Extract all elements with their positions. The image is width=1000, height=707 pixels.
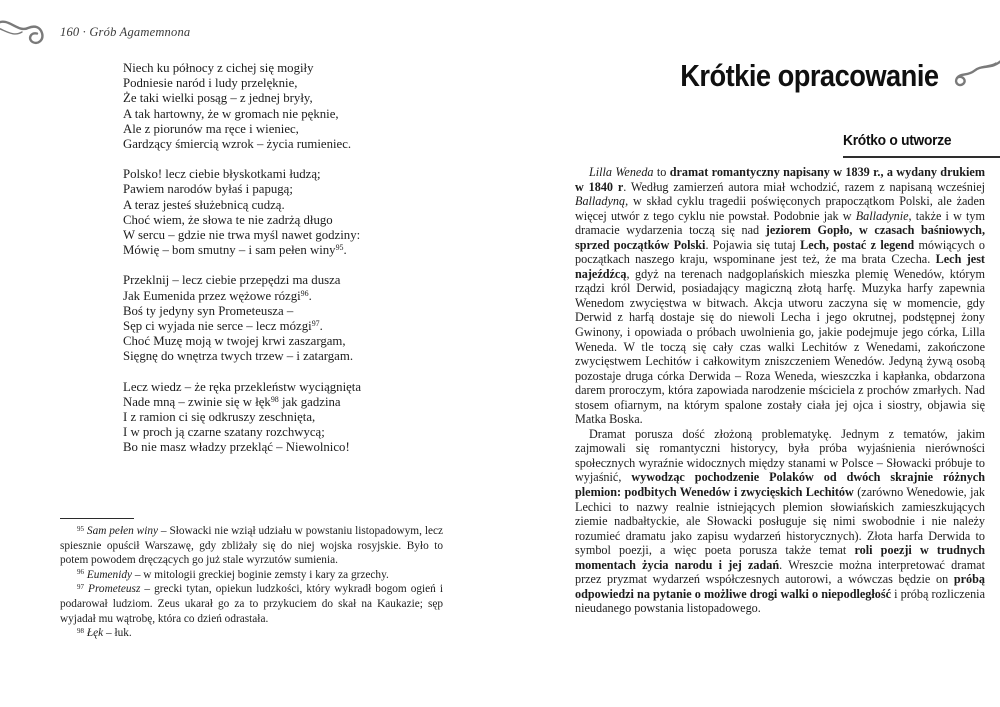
poem-line — [123, 289, 453, 304]
poem-line: Ale z piorunów ma ręce i wieniec, — [123, 121, 299, 136]
text-run: – grecki tytan, opiekun ludzkości, który wykradł bogom ogień i podarował ludziom. Zeus ukarał go za to przykuciem do skał na Kaukazie; sęp wyjadał mu wątrobę, która co dzień odrastała. — [60, 583, 443, 625]
poem-line: Lecz wiedz – że ręka przekleństw wyciągnięta — [123, 379, 362, 394]
poem-line: Bo nie masz władzy przekląć – Niewolnico! — [123, 440, 350, 455]
poem-stanza — [123, 167, 453, 258]
text-run: Balladyną — [575, 194, 626, 209]
poem-line: Polsko! lecz ciebie błyskotkami łudzą; — [123, 167, 321, 182]
text-run: 96 — [300, 288, 309, 298]
text-run: Prometeusz — [88, 583, 141, 596]
text-run: jak gadzina — [278, 394, 341, 409]
text-run: – w mitologii greckiej boginie zemsty i kary za grzechy. — [132, 568, 389, 581]
text-run: 98 — [270, 394, 279, 404]
poem-line: I w proch ją czarne szatany rozchwycą; — [123, 425, 325, 440]
text-run: , gdyż na terenach nadgoplańskich mieszka plemię Wenedów, którym rządzi król Derwid, posiadający magiczną złotą harfę. Muzyka harfy zapewnia Wenedom zwycięstwa w bitwach. Akcja utworu zaczyna się w momencie, gdy Derwid z harfą dostaje się do niewoli Lecha i jego okrutnej, podstępnej żony Gwinony, i opowiada o próbach uwolnienia go, jakie podejmuje jego córka, Lilla Weneda. W tle toczą się cały czas walki Lechitów z Wenedami, zakończone zwycięstwem Lechitów i całkowitym zniszczeniem Wenedów. Jedyną żywą osobą pozostaje druga córka Derwida – Roza Weneda, wieszczka i kapłanka, obdarzona darem proroczym, która zapowiada narodzenie mściciela z prochów zmarłych. Nad stosem ofiarnym, na którym spalone zostały ciała jej ojca i siostry, objawia się Matka Boska. — [575, 266, 985, 427]
poem-stanza — [123, 61, 453, 152]
text-run: jeziorem Gopło, w czasach baśniowych, sprzed początków Polski — [575, 223, 985, 252]
footnotes — [60, 524, 443, 641]
chapter-title: Krótkie opracowanie — [680, 57, 939, 93]
text-run: wywodząc pochodzenie Polaków od dwóch skrajnie różnych plemion: podbitych Wenedów i zwycięskich Lechitów — [575, 470, 985, 500]
poem-line: Że taki wielki posąg – z jednej bryły, — [123, 91, 313, 106]
footnote-item — [60, 524, 443, 568]
text-run: dramat romantyczny napisany w 1839 r., a wydany drukiem w 1840 r — [575, 165, 985, 194]
poem-line: Przeklnij – lecz ciebie przepędzi ma dusza — [123, 273, 341, 288]
poem-line: Gardzący śmiercią wzrok – życia rumieniec. — [123, 137, 352, 152]
text-run: Balladynie — [855, 208, 909, 223]
poem-line: Choć wiem, że słowa te nie zadrżą długo — [123, 212, 333, 227]
text-run: Lech jest najeźdźcą — [575, 252, 985, 281]
poem-line: Podniesie naród i ludy przelęknie, — [123, 76, 298, 91]
text-run: roli poezji w trudnych momentach życia narodu i jej zadań — [575, 543, 985, 572]
poem-line: Choć Muzę moją w twojej krwi zaszargam, — [123, 334, 346, 349]
text-run: . Według zamierzeń autora miał wchodzić, razem z napisaną wcześniej — [623, 179, 985, 194]
text-run: to — [653, 165, 670, 179]
flourish-right-icon — [946, 56, 1000, 95]
text-run: Łęk — [86, 627, 104, 640]
poem-line: Pawiem narodów byłaś i papugą; — [123, 182, 293, 197]
analysis-paragraph — [575, 165, 985, 427]
text-run: mówiących o początkach naszego kraju, wspominane jest też, że ma brata Czecha. — [575, 237, 986, 267]
poem-line: I z ramion ci się odkruszy zeschnięta, — [123, 410, 316, 425]
poem — [123, 61, 453, 471]
poem-line: Niech ku północy z cichej się mogiły — [123, 61, 314, 75]
text-run: Sam pełen winy — [86, 525, 158, 537]
poem-line: A teraz jesteś służebnicą cudzą. — [123, 197, 285, 212]
running-header: 160 · Grób Agamemnona — [60, 25, 191, 39]
analysis-body — [575, 165, 985, 616]
text-run: Dramat porusza dość złożoną problematykę. Jednym z tematów, jakim zajmowali się romantyczni historycy, była próba wyjaśnienia nierówności społecznych wyraźnie widocznych między stanami w Polsce – Słowacki próbuje to wyjaśnić, — [575, 426, 985, 485]
text-run: Sęp ci wyjada nie serce – lecz mózgi — [123, 319, 312, 334]
footnote-item — [60, 626, 443, 641]
text-run: Nade mną – zwinie się w łęk — [123, 394, 271, 409]
text-run: Eumenidy — [86, 568, 132, 581]
footnote-item — [60, 582, 443, 626]
text-run: 98 — [77, 626, 84, 635]
text-run: , w skład cyklu tragedii poświęconych prapoczątkom Polski, ale żaden więcej utwór z tego cyklu nie powstał. Podobnie jak w — [575, 194, 985, 223]
text-run: . Pojawia się tutaj — [705, 237, 801, 252]
poem-line — [123, 243, 453, 258]
text-run: . — [308, 288, 312, 303]
poem-line — [123, 395, 453, 410]
footnote-item — [60, 568, 443, 583]
text-run: , także i w tym dramacie wydarzenia toczą się nad — [575, 208, 985, 238]
text-run: 96 — [77, 568, 84, 577]
text-run: 97 — [311, 319, 320, 329]
flourish-left-icon — [0, 15, 48, 54]
text-run: 95 — [77, 524, 84, 533]
poem-stanza — [123, 273, 453, 364]
poem-line: A tak hartowny, że w gromach nie pęknie, — [123, 106, 339, 121]
section-heading: Krótko o utworze — [843, 132, 952, 149]
chapter-title-row — [645, 56, 1000, 95]
text-run: próbą odpowiedzi na pytanie o możliwe drogi walki o niepodległość — [575, 572, 985, 601]
poem-line: Sięgnę do wnętrza twych trzew – i zatargam. — [123, 349, 354, 364]
section-heading-rule — [843, 156, 1000, 158]
poem-stanza — [123, 380, 453, 456]
text-run: 97 — [77, 582, 84, 591]
text-run: . — [319, 319, 323, 334]
poem-line — [123, 319, 453, 334]
text-run: 95 — [335, 243, 344, 253]
poem-line: W sercu – gdzie nie trwa myśl nawet godziny: — [123, 228, 361, 243]
text-run: – Słowacki nie wziął udziału w powstaniu listopadowym, lecz spiesznie opuścił Warszawę, gdy zbliżały się do niej wojska rosyjskie. Było to potem powodem dręczących go już stale wyrzutów sumienia. — [60, 525, 444, 567]
text-run: . Wreszcie można interpretować dramat przez pryzmat wydarzeń współczesnych autorowi, a wówczas będzie on — [575, 557, 985, 587]
poem-line: Boś ty jedyny syn Prometeusza – — [123, 303, 294, 318]
text-run: (zarówno Wenedowie, jak Lechici to nazwy realnie istniejących plemion słowiańskich zamieszkujących ziemie nadbałtyckie, ale Słowacki posługuje się nimi swobodnie i nie należy rozumieć dramatu jako zapisu wydarzeń historycznych). Złota harfa Derwida to symbol poezji, a więc poeta porusza także temat — [575, 485, 985, 558]
text-run: Jak Eumenida przez wężowe rózgi — [123, 288, 301, 303]
text-run: . — [343, 243, 347, 258]
text-run: Mówię – bom smutny – i sam pełen winy — [123, 243, 336, 258]
text-run: Lilla Weneda — [589, 165, 654, 179]
text-run: Lech, postać z legend — [800, 237, 915, 252]
footnote-rule — [60, 518, 134, 519]
text-run: i próbą rozliczenia nieudanego powstania listopadowego. — [575, 586, 985, 616]
text-run: – łuk. — [103, 627, 132, 640]
analysis-paragraph — [575, 427, 985, 616]
